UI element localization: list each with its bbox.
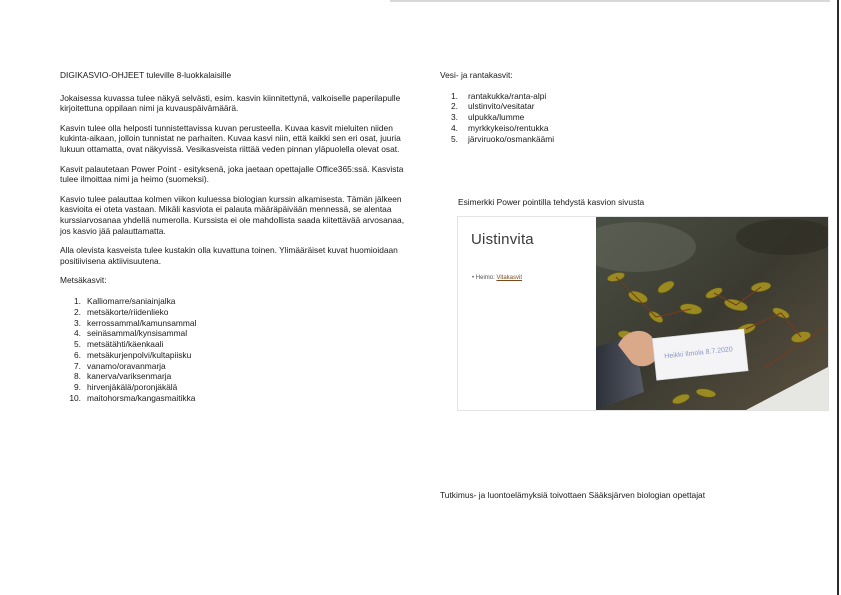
plant-name: maitohorsma/kangasmaitikka: [87, 393, 196, 404]
page-edge-top: [390, 0, 830, 2]
list-number: 2.: [74, 306, 81, 317]
footer-note: Tutkimus- ja luontoelämyksiä toivottaen Sääksjärven biologian opettajat: [440, 490, 706, 500]
slide-bullet-label: • Heimo:: [472, 275, 497, 281]
plant-name: Kalliomarre/saniainjalka: [87, 295, 176, 306]
list-item: [60, 382, 415, 393]
paragraph-submission: Kasvit palautetaan Power Point - esityksenä, joka jaetaan opettajalle Office365:ssä. Kasvista tulee ilmoittaa nimi ja heimo (suomeksi).: [60, 163, 404, 185]
list-number: 4.: [451, 123, 458, 134]
paper-note: Heikki Ilmola 8.7.2020: [663, 346, 734, 361]
plant-name: hirvenjäkälä/poronjäkälä: [87, 382, 178, 393]
list-number: 10.: [69, 393, 81, 404]
water-plants-list: [440, 91, 820, 145]
list-item: [60, 393, 415, 404]
slide-bullet-value: Vitakasvit: [496, 275, 523, 281]
plant-name: ulpukka/lumme: [468, 112, 525, 123]
list-number: 7.: [74, 360, 81, 371]
plant-name: kanerva/variksenmarja: [87, 371, 172, 382]
list-item: [60, 307, 415, 318]
water-plants-heading: Vesi- ja rantakasvit:: [440, 70, 513, 80]
plant-name: metsäkorte/riidenlieko: [87, 306, 169, 317]
list-item: [60, 328, 415, 339]
plant-name: seinäsammal/kynsisammal: [87, 328, 188, 339]
left-column: [60, 70, 415, 404]
list-number: 3.: [74, 317, 81, 328]
list-number: 4.: [74, 328, 81, 339]
example-caption: Esimerkki Power pointilla tehdystä kasvion sivusta: [458, 197, 645, 207]
list-item: [440, 91, 820, 102]
plant-photo: [596, 217, 828, 410]
forest-plants-heading: Metsäkasvit:: [60, 275, 107, 286]
right-column: [440, 70, 820, 207]
list-item: [60, 361, 415, 372]
plant-name: järviruoko/osmankäämi: [468, 134, 555, 145]
plant-name: kerrossammal/kamunsammal: [87, 317, 197, 328]
paragraph-deadline: Kasvio tulee palauttaa kolmen viikon kuluessa biologian kurssin alkamisesta. Tämän jälkeen kasvioita ei oteta vastaan. Mikäli kasviota ei palauta määräpäivään mennessä, se alentaa kurssiarvosanaa yhdellä numerolla. Kurssista ei ole mahdollista saada kiitettävää arvosanaa, jos kasvio jää palauttamatta.: [60, 193, 405, 236]
plant-name: myrkkykeiso/rentukka: [468, 123, 549, 134]
forest-plants-list: [60, 296, 415, 404]
plant-name: metsätähti/käenkaali: [87, 339, 164, 350]
list-item: [60, 339, 415, 350]
slide-bullet: [472, 275, 522, 281]
paragraph-plant-selection: Alla olevista kasveista tulee kustakin olla kuvattuna toinen. Ylimääräiset kuvat huomioidaan positiivisena aktiivisuutena.: [60, 245, 398, 266]
slide-title: Uistinvita: [471, 231, 534, 248]
list-number: 2.: [451, 101, 458, 112]
list-number: 8.: [74, 371, 81, 382]
plant-name: ulstinvito/vesitatar: [468, 101, 535, 112]
plant-name: rantakukka/ranta-alpi: [468, 90, 547, 101]
list-item: [440, 134, 820, 145]
list-item: [440, 101, 820, 112]
list-number: 5.: [74, 339, 81, 350]
list-number: 5.: [451, 134, 458, 145]
document-title: DIGIKASVIO-OHJEET tuleville 8-luokkalaisille: [60, 70, 232, 80]
plant-name: vanamo/oravanmarja: [87, 360, 166, 371]
page-edge-right: [837, 0, 839, 595]
list-item: [60, 318, 415, 329]
list-item: [440, 123, 820, 134]
slide-text-panel: [458, 217, 596, 410]
list-number: 3.: [451, 112, 458, 123]
list-number: 9.: [74, 382, 81, 393]
list-item: [60, 296, 415, 307]
list-number: 1.: [451, 90, 458, 101]
paragraph-photo-requirements: Jokaisessa kuvassa tulee näkyä selvästi, esim. kasvin kiinnitettynä, valkoiselle paperilapulle kirjoitettuna oppilaan nimi ja kuvauspäivämäärä.: [60, 92, 401, 114]
list-number: 6.: [74, 349, 81, 360]
list-item: [60, 350, 415, 361]
list-number: 1.: [74, 295, 81, 306]
plant-name: metsäkurjenpolvi/kultapiisku: [87, 349, 192, 360]
list-item: [440, 112, 820, 123]
example-slide: [458, 217, 828, 410]
paragraph-identification: Kasvin tulee olla helposti tunnistettavissa kuvan perusteella. Kuvaa kasvit mieluiten niiden kukinta-aikaan, jolloin tunnistat ne parhaiten. Kuvaa kasvi niin, että kaikki sen eri osat, juuria lukuun ottamatta, ovat näkyvissä. Vesikasveista riittää veden pinnan yläpuolella olevat osat.: [60, 122, 401, 154]
list-item: [60, 371, 415, 382]
